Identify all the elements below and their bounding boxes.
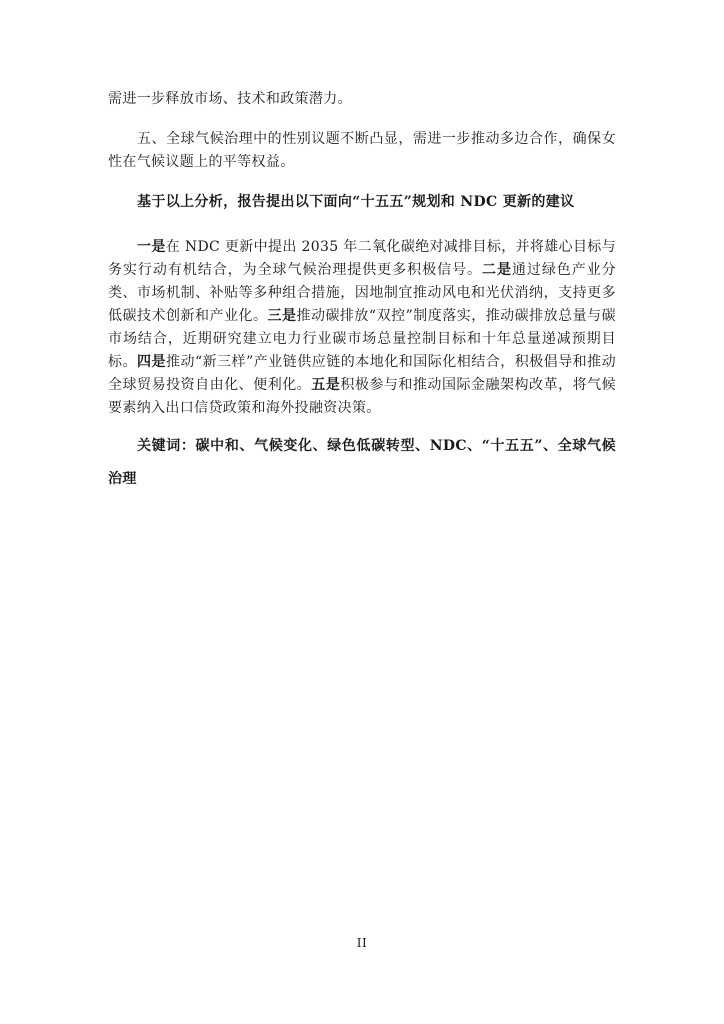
rec2-text: 通过绿色产业分类、市场机制、补贴等多种组合措施，因地制宜推动风电和光伏消纳，支持更多低碳技术创新和产业化。 (108, 262, 617, 324)
rec3-text: 推动碳排放“双控”制度落实，推动碳排放总量与碳市场结合，近期研究建立电力行业碳市场总量控制目标和十年总量递减预期目标。 (108, 308, 616, 370)
rec2-label: 二是 (481, 262, 512, 278)
page-number: II (356, 936, 368, 950)
recommendations-heading: 基于以上分析，报告提出以下面向“十五五”规划和 NDC 更新的建议 (137, 194, 575, 210)
recommendations-paragraph (108, 236, 616, 420)
continuation-paragraph: 需进一步释放市场、技术和政策潜力。 (108, 91, 352, 107)
page-body (108, 88, 616, 496)
rec5-text: 积极参与和推动国际金融架构改革，将气候要素纳入出口信贷政策和海外投融资决策。 (108, 377, 616, 416)
rec5-label: 五是 (311, 377, 341, 393)
rec3-label: 三是 (267, 308, 297, 324)
rec4-text: 推动“新三样”产业链供应链的本地化和国际化相结合，积极倡导和推动全球贸易投资自由化、便利化。 (108, 354, 617, 393)
rec1-text: 在 NDC 更新中提出 2035 年二氧化碳绝对减排目标，并将雄心目标与务实行动有机结合，为全球气候治理提供更多积极信号。 (108, 239, 617, 278)
rec4-label: 四是 (137, 354, 166, 370)
rec1-label: 一是 (137, 239, 166, 255)
keywords-paragraph: 关键词：碳中和、气候变化、绿色低碳转型、NDC、“十五五”、全球气候治理 (108, 438, 616, 487)
point-five-paragraph: 五、全球气候治理中的性别议题不断凸显，需进一步推动多边合作，确保女性在气候议题上的平等权益。 (108, 131, 616, 170)
